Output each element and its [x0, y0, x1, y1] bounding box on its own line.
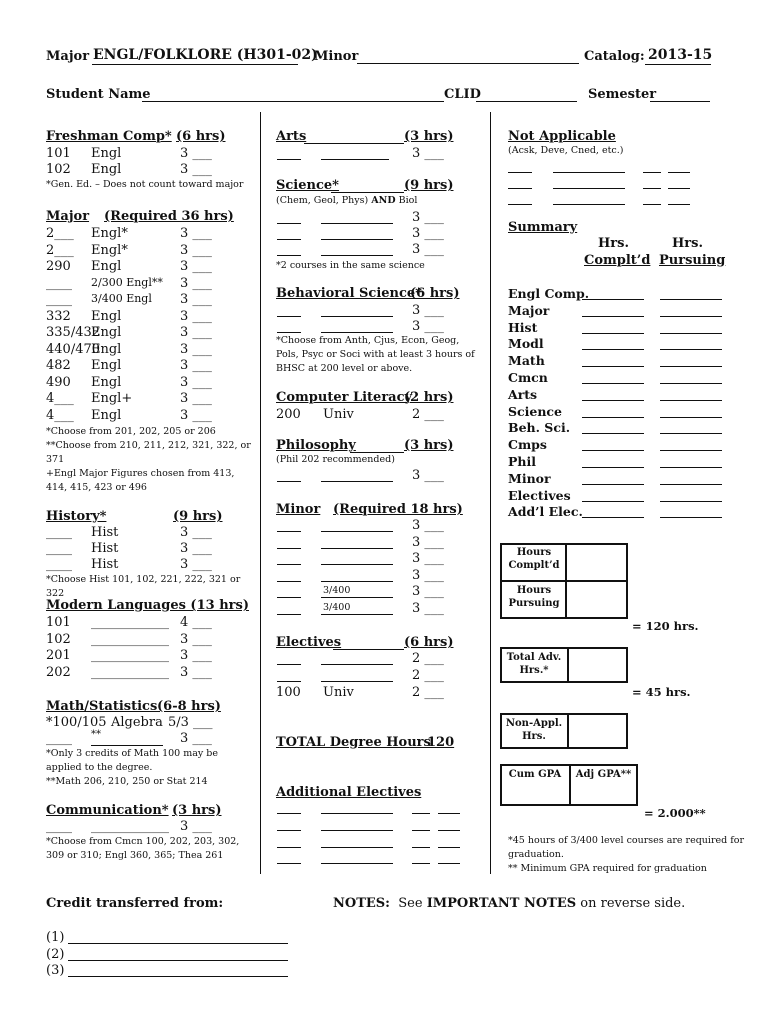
course-number: 482 [46, 358, 71, 373]
credit-field[interactable] [412, 830, 430, 831]
electives-subj: Univ [323, 685, 354, 700]
credit-field[interactable]: 3 ___ [180, 819, 212, 834]
total-degree-value: 120 [427, 735, 455, 750]
summary-completed-field[interactable] [582, 450, 644, 451]
clid-label: CLID [444, 87, 481, 102]
summary-row-label: Add’l Elec. [508, 504, 583, 520]
course-num-field[interactable] [277, 614, 301, 615]
total-adv-label: Total Adv. Hrs.* [506, 652, 562, 676]
behavioral-hrs: (6 hrs) [410, 286, 460, 301]
credit-field[interactable]: 3 ___ [180, 525, 212, 540]
course-field[interactable] [321, 581, 393, 582]
electives-title: Electives [276, 635, 342, 650]
summary-col2-b: Pursuing [659, 253, 726, 268]
eq-120-label: = 120 hrs. [632, 619, 699, 633]
course-field[interactable] [321, 863, 393, 864]
course-subject: Engl [91, 374, 122, 390]
summary-row-label: Phil [508, 454, 536, 469]
credit-field[interactable]: 3 ___ [180, 648, 212, 663]
course-subject: Engl [91, 358, 122, 373]
electives-hrs: (6 hrs) [404, 635, 454, 650]
course-number: 202 [46, 664, 71, 680]
summary-pursuing-field[interactable] [660, 501, 722, 502]
math-hrs: (6-8 hrs) [157, 699, 221, 714]
course-num-field[interactable] [277, 564, 301, 565]
minor-level-label: 3/400 [323, 585, 351, 596]
course-num-field[interactable] [508, 172, 532, 173]
credit-field[interactable]: 3 ___ [180, 391, 212, 406]
course-number[interactable]: 4___ [46, 407, 74, 423]
summary-pursuing-field[interactable] [660, 333, 722, 334]
credit-field[interactable]: 4 ___ [180, 615, 212, 630]
cum-gpa-label: Cum GPA [508, 769, 562, 780]
transfer-item-label: (3) [46, 963, 65, 978]
course-number-field[interactable]: ____ [46, 557, 72, 572]
transfer-item-label: (2) [46, 946, 65, 962]
course-field[interactable] [321, 481, 393, 482]
student-name-field[interactable] [142, 101, 444, 102]
summary-row-label: Major [508, 302, 550, 318]
grade-field[interactable] [438, 863, 460, 864]
credit-field[interactable]: 2 ___ [412, 651, 444, 666]
credit-field[interactable] [643, 172, 661, 173]
minor-label: Minor [314, 49, 359, 64]
course-field[interactable] [321, 159, 389, 160]
course-num-field[interactable] [277, 664, 301, 665]
course-number[interactable]: 4___ [46, 391, 74, 406]
summary-pursuing-field[interactable] [660, 400, 722, 401]
course-num-field[interactable] [277, 316, 301, 317]
summary-row-label: Cmps [508, 437, 547, 453]
science-hrs: (9 hrs) [404, 178, 454, 193]
credit-field[interactable]: 3 ___ [180, 407, 212, 423]
credit-field[interactable]: 3 ___ [180, 146, 212, 161]
computer-title: Computer Literacy [276, 390, 413, 405]
credit-field[interactable]: 3 ___ [412, 601, 444, 616]
summary-completed-field[interactable] [582, 467, 644, 468]
science-title: Science* [276, 178, 339, 193]
freshman-comp-title: Freshman Comp* [46, 129, 172, 144]
course-subject: Engl [91, 308, 122, 324]
credit-field[interactable]: 3 ___ [412, 319, 444, 334]
summary-row-label: Hist [508, 319, 538, 335]
course-num-field[interactable] [277, 239, 301, 240]
computer-num: 200 [276, 407, 301, 422]
summary-completed-field[interactable] [582, 383, 644, 384]
course-field[interactable] [321, 681, 393, 682]
credit-field[interactable]: 5/3 ___ [168, 715, 213, 730]
course-num-field[interactable] [277, 332, 301, 333]
science-note: *2 courses in the same science [276, 260, 425, 271]
course-num-field[interactable] [508, 204, 532, 205]
summary-row-label: Engl Comp. [508, 286, 590, 301]
math-title: Math/Statistics [46, 699, 158, 714]
summary-row-label: Electives [508, 487, 571, 503]
credit-field[interactable]: 2 ___ [412, 685, 444, 700]
credit-field[interactable]: 3 ___ [180, 731, 212, 746]
course-subject: Hist [91, 525, 119, 540]
course-subject: Hist [91, 557, 119, 572]
summary-completed-field[interactable] [582, 400, 644, 401]
summary-pursuing-field[interactable] [660, 484, 722, 485]
communication-hrs: (3 hrs) [172, 803, 222, 818]
credit-field[interactable] [643, 204, 661, 205]
freshman-comp-hrs: (6 hrs) [176, 129, 226, 144]
column-divider [490, 112, 491, 874]
course-subject: Engl [91, 259, 122, 274]
summary-pursuing-field[interactable] [660, 450, 722, 451]
math-course-subj: Algebra [111, 715, 163, 730]
course-num-field[interactable] [277, 548, 301, 549]
language-field[interactable]: ____________ [91, 664, 169, 680]
course-number[interactable]: ____ [46, 292, 72, 307]
credit-field[interactable]: 3 ___ [180, 325, 212, 340]
credit-field[interactable]: 3 ___ [180, 664, 212, 680]
course-field[interactable] [553, 172, 625, 173]
hours-completed-label: Hours Complt’d [508, 547, 560, 571]
course-number[interactable]: 2___ [46, 242, 74, 258]
credit-field[interactable]: 3 ___ [412, 518, 444, 533]
credit-field[interactable]: 3 ___ [180, 259, 212, 274]
minor-field[interactable] [357, 63, 579, 64]
course-number: 290 [46, 259, 71, 274]
clid-field[interactable] [476, 101, 577, 102]
course-num-field[interactable] [277, 255, 301, 256]
language-field[interactable]: ____________ [91, 631, 169, 647]
credit-field[interactable] [412, 813, 430, 814]
behavioral-title: Behavioral Science* [276, 286, 422, 301]
credit-field[interactable]: 3 ___ [180, 557, 212, 572]
math-course-num-blank[interactable]: ____ [46, 731, 72, 746]
course-number-field[interactable]: ____ [46, 541, 72, 556]
credit-field[interactable]: 3 ___ [412, 584, 444, 599]
credit-field[interactable] [412, 863, 430, 864]
course-number[interactable]: 2___ [46, 226, 74, 241]
course-subject: 3/400 Engl [91, 292, 152, 305]
transfer-item-label: (1) [46, 930, 65, 945]
course-field[interactable] [321, 564, 393, 565]
course-field[interactable] [321, 332, 393, 333]
grade-field[interactable] [438, 830, 460, 831]
summary-col1-b: Complt’d [584, 253, 651, 268]
course-field[interactable] [553, 188, 625, 189]
credit-field[interactable]: 3 ___ [180, 308, 212, 324]
modern-languages-title: Modern Languages (13 hrs) [46, 598, 249, 613]
credit-field[interactable]: 3 ___ [180, 374, 212, 390]
credit-field[interactable]: 3 ___ [412, 242, 444, 257]
grade-field[interactable] [438, 813, 460, 814]
freshman-comp-note: *Gen. Ed. – Does not count toward major [46, 179, 244, 190]
course-num-field[interactable] [277, 223, 301, 224]
course-subject: Engl* [91, 226, 128, 241]
summary-row-label: Minor [508, 470, 551, 486]
course-number: 440/470 [46, 341, 101, 357]
semester-label: Semester [588, 87, 657, 102]
credit-field[interactable]: 3 ___ [180, 358, 212, 373]
non-appl-label: Non-Appl. Hrs. [505, 718, 563, 742]
summary-row-label: Arts [508, 386, 538, 402]
credit-field[interactable]: 3 ___ [412, 468, 444, 483]
summary-pursuing-field[interactable] [660, 433, 722, 434]
summary-pursuing-field[interactable] [660, 299, 722, 300]
summary-completed-field[interactable] [582, 333, 644, 334]
student-name-label: Student Name [46, 87, 151, 102]
summary-completed-field[interactable] [582, 517, 644, 518]
course-num-field[interactable] [277, 159, 301, 160]
summary-completed-field[interactable] [582, 316, 644, 317]
course-number: 102 [46, 631, 71, 647]
course-num-field[interactable] [277, 847, 301, 848]
credit-field[interactable]: 3 ___ [180, 226, 212, 241]
credit-field[interactable]: 3 ___ [180, 275, 212, 291]
credit-field[interactable]: 3 ___ [180, 541, 212, 556]
course-number: 490 [46, 374, 71, 390]
course-num-field[interactable] [277, 531, 301, 532]
course-num-field[interactable] [277, 481, 301, 482]
communication-num[interactable]: ____ [46, 819, 72, 834]
credit-field[interactable]: 3 ___ [412, 535, 444, 550]
eq-gpa-label: = 2.000** [644, 806, 706, 820]
summary-row-label: Math [508, 353, 545, 369]
behavioral-note: *Choose from Anth, Cjus, Econ, Geog, Pols, Psyc or Soci with at least 3 hours of BHSC at 200 level or above. [276, 335, 475, 374]
computer-hrs: (2 hrs) [404, 390, 454, 405]
summary-pursuing-field[interactable] [660, 517, 722, 518]
course-subject: Engl [91, 341, 122, 357]
course-field[interactable] [321, 597, 393, 598]
course-subject: Engl+ [91, 391, 133, 406]
course-number: 332 [46, 308, 71, 324]
course-num-field[interactable] [277, 813, 301, 814]
course-field[interactable] [321, 664, 393, 665]
summary-col2-a: Hrs. [672, 236, 703, 251]
credit-field[interactable]: 2 ___ [412, 668, 444, 683]
credit-field[interactable] [412, 847, 430, 848]
minor-hrs: (Required 18 hrs) [333, 502, 463, 517]
additional-electives-title: Additional Electives [276, 785, 422, 800]
summary-row-label: Cmcn [508, 370, 548, 385]
summary-completed-field[interactable] [582, 299, 644, 300]
column-divider [260, 112, 261, 874]
credit-field[interactable]: 3 ___ [180, 162, 212, 177]
hours-pursuing-field[interactable] [567, 582, 626, 617]
total-degree-label: TOTAL Degree Hours [276, 735, 431, 750]
credit-field[interactable]: 3 ___ [412, 568, 444, 583]
credit-transferred-label: Credit transferred from: [46, 896, 224, 911]
course-num-field[interactable] [277, 581, 301, 582]
math-note: *Only 3 credits of Math 100 may be applied to the degree. **Math 206, 210, 250 or Stat 214 [46, 748, 218, 787]
major-note: *Choose from 201, 202, 205 or 206 **Choose from 210, 211, 212, 321, 322, or 371 +Engl Major Figures chosen from 413, 414, 415, 423 or 496 [46, 426, 251, 493]
summary-pursuing-field[interactable] [660, 366, 722, 367]
summary-completed-field[interactable] [582, 484, 644, 485]
course-field[interactable] [321, 255, 393, 256]
course-num-field[interactable] [277, 863, 301, 864]
boxes-footnote: *45 hours of 3/400 level courses are required for graduation. ** Minimum GPA required for graduation [508, 835, 744, 874]
math-course-subj-blank: ** [91, 729, 101, 740]
history-hrs: (9 hrs) [173, 509, 223, 524]
math-course-num: *100/105 [46, 715, 107, 730]
course-subject: Engl* [91, 242, 128, 258]
major-hrs: (Required 36 hrs) [104, 209, 234, 224]
philosophy-title: Philosophy [276, 438, 356, 453]
transfer-item-field[interactable] [68, 943, 288, 944]
hours-completed-field[interactable] [567, 545, 626, 579]
summary-col1-a: Hrs. [598, 236, 629, 251]
credit-field[interactable]: 3 ___ [412, 551, 444, 566]
course-number: 101 [46, 615, 71, 630]
summary-pursuing-field[interactable] [660, 316, 722, 317]
list-item: Engl [91, 162, 122, 177]
grade-field[interactable] [668, 204, 690, 205]
credit-field[interactable]: 2 ___ [412, 407, 444, 422]
summary-completed-field[interactable] [582, 349, 644, 350]
course-num-field[interactable] [277, 830, 301, 831]
summary-row-label: Modl [508, 336, 544, 352]
credit-field[interactable]: 3 ___ [180, 341, 212, 357]
communication-note: *Choose from Cmcn 100, 202, 203, 302, 309 or 310; Engl 360, 365; Thea 261 [46, 836, 240, 861]
list-item: Engl [91, 146, 122, 161]
course-num-field[interactable] [277, 597, 301, 598]
credit-field[interactable] [643, 188, 661, 189]
summary-title: Summary [508, 220, 578, 235]
philosophy-sub: (Phil 202 recommended) [276, 454, 395, 465]
course-num-field[interactable] [508, 188, 532, 189]
major-title: Major [46, 209, 90, 224]
summary-completed-field[interactable] [582, 417, 644, 418]
total-adv-field[interactable] [569, 649, 626, 681]
communication-title: Communication* [46, 803, 169, 818]
math-course-field[interactable] [91, 745, 163, 746]
eq-45-label: = 45 hrs. [632, 685, 691, 699]
summary-pursuing-field[interactable] [660, 383, 722, 384]
grade-field[interactable] [668, 188, 690, 189]
course-subject: Hist [91, 541, 119, 556]
course-field[interactable] [321, 813, 393, 814]
course-field[interactable] [321, 531, 393, 532]
transfer-item-field[interactable] [68, 976, 288, 977]
not-applicable-sub: (Acsk, Deve, Cned, etc.) [508, 145, 624, 156]
course-num-field[interactable] [277, 681, 301, 682]
grade-field[interactable] [668, 172, 690, 173]
philosophy-hrs: (3 hrs) [404, 438, 454, 453]
computer-subj: Univ [323, 407, 354, 422]
course-field[interactable] [321, 239, 393, 240]
summary-completed-field[interactable] [582, 501, 644, 502]
science-sub: (Chem, Geol, Phys) AND Biol [276, 195, 418, 206]
credit-field[interactable]: 3 ___ [412, 210, 444, 225]
minor-level-label: 3/400 [323, 602, 351, 613]
summary-pursuing-field[interactable] [660, 349, 722, 350]
catalog-value[interactable]: 2013-15 [648, 47, 713, 63]
minor-title: Minor [276, 502, 321, 517]
semester-field[interactable] [650, 101, 710, 102]
transfer-item-field[interactable] [68, 960, 288, 961]
summary-completed-field[interactable] [582, 433, 644, 434]
summary-completed-field[interactable] [582, 366, 644, 367]
arts-title: Arts [276, 129, 307, 144]
list-item: 102 [46, 162, 71, 177]
summary-row-label: Beh. Sci. [508, 420, 571, 436]
course-field[interactable] [321, 847, 393, 848]
course-number: 201 [46, 648, 71, 663]
credit-field[interactable]: 3 ___ [412, 303, 444, 318]
course-field[interactable] [321, 548, 393, 549]
history-title: History* [46, 509, 107, 524]
credit-field[interactable]: 3 ___ [180, 242, 212, 258]
catalog-label: Catalog: [584, 49, 645, 64]
language-field[interactable]: ____________ [91, 615, 169, 630]
summary-row-label: Science [508, 403, 562, 419]
summary-pursuing-field[interactable] [660, 467, 722, 468]
course-field[interactable] [321, 223, 393, 224]
course-field[interactable] [321, 316, 393, 317]
course-number[interactable]: ____ [46, 275, 72, 291]
notes-text: NOTES: See IMPORTANT NOTES on reverse side. [333, 896, 686, 911]
list-item: 101 [46, 146, 71, 161]
course-field[interactable] [321, 830, 393, 831]
grade-field[interactable] [438, 847, 460, 848]
course-number: 335/432 [46, 325, 101, 340]
course-subject: 2/300 Engl** [91, 275, 163, 289]
major-value[interactable]: ENGL/FOLKLORE (H301-02) [93, 47, 318, 63]
non-appl-field[interactable] [569, 715, 626, 747]
language-field[interactable]: ____________ [91, 648, 169, 663]
course-subject: Engl [91, 325, 122, 340]
adj-gpa-label: Adj GPA** [575, 769, 632, 780]
arts-hrs: (3 hrs) [404, 129, 454, 144]
course-field[interactable] [321, 614, 393, 615]
electives-num: 100 [276, 685, 301, 700]
course-field[interactable] [553, 204, 625, 205]
history-note: *Choose Hist 101, 102, 221, 222, 321 or 322 [46, 574, 241, 599]
summary-pursuing-field[interactable] [660, 417, 722, 418]
credit-field[interactable]: 3 ___ [180, 631, 212, 647]
course-subject: Engl [91, 407, 122, 423]
hours-pursuing-label: Hours Pursuing [508, 585, 560, 609]
communication-subj[interactable]: ____________ [91, 819, 169, 834]
credit-field[interactable]: 3 ___ [412, 226, 444, 241]
not-applicable-title: Not Applicable [508, 129, 616, 144]
credit-field[interactable]: 3 ___ [412, 146, 444, 161]
major-label: Major [46, 49, 90, 64]
credit-field[interactable]: 3 ___ [180, 292, 212, 307]
course-number-field[interactable]: ____ [46, 525, 72, 540]
